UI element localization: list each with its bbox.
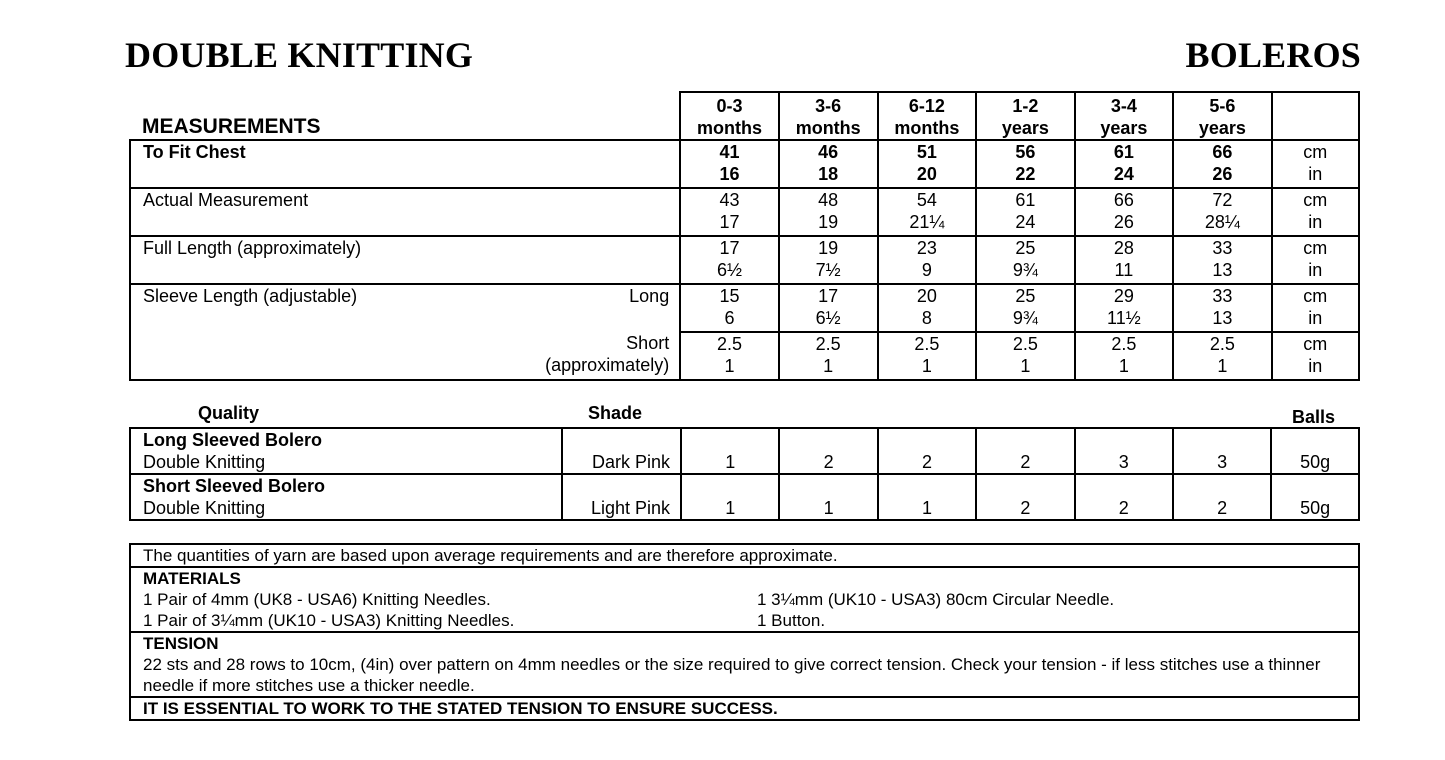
size-range: 0-3 [716, 96, 743, 116]
table-row [130, 428, 1359, 474]
material-item: 1 3¼mm (UK10 - USA3) 80cm Circular Needle. [757, 590, 1115, 609]
garment-name: Short Sleeved Bolero [143, 476, 326, 496]
value-cell: 51 20 [878, 140, 977, 188]
value-cell: 43 17 [680, 188, 779, 236]
value-cell: 2.5 1 [680, 332, 779, 380]
value-cell: 33 13 [1173, 284, 1271, 332]
size-col [976, 92, 1074, 140]
value-cell: 2.5 1 [878, 332, 977, 380]
size-unit: months [697, 118, 763, 138]
shade-cell: Dark Pink [562, 428, 682, 474]
balls-cell: 1 [681, 474, 779, 520]
balls-cell: 2 [779, 428, 877, 474]
value-cell: 25 9¾ [976, 284, 1074, 332]
row-label: Sleeve Length (adjustable) [143, 286, 358, 306]
value-cell: 20 8 [878, 284, 977, 332]
quality-cell [130, 474, 562, 520]
table-row [130, 188, 1359, 236]
unit-col-header [1272, 92, 1359, 140]
balls-cell: 1 [878, 474, 976, 520]
size-unit: months [894, 118, 960, 138]
value-cell: 61 24 [1075, 140, 1173, 188]
tension-heading: TENSION [143, 634, 219, 653]
value-cell: 54 21¼ [878, 188, 977, 236]
value-cell: 66 26 [1075, 188, 1173, 236]
row-label-cell [130, 284, 680, 332]
row-sublabel: Short [626, 333, 670, 353]
value-cell: 25 9¾ [976, 236, 1074, 284]
table-row [130, 140, 1359, 188]
row-label: To Fit Chest [130, 140, 680, 188]
unit-cell: cm in [1272, 284, 1359, 332]
table-row [130, 332, 1359, 380]
size-col [779, 92, 878, 140]
balls-cell: 3 [1075, 428, 1173, 474]
pattern-title: BOLEROS [1185, 35, 1361, 75]
size-range: 1-2 [1012, 96, 1039, 116]
value-cell: 15 6 [680, 284, 779, 332]
size-range: 6-12 [908, 96, 945, 116]
unit-cell: cm in [1272, 236, 1359, 284]
value-cell: 46 18 [779, 140, 878, 188]
table-row [130, 474, 1359, 520]
value-cell: 2.5 1 [1075, 332, 1173, 380]
materials-heading: MATERIALS [143, 569, 241, 588]
ball-weight: 50g [1271, 428, 1359, 474]
value-cell: 19 7½ [779, 236, 878, 284]
material-item: 1 Pair of 4mm (UK8 - USA6) Knitting Needles. [143, 590, 491, 609]
size-col [1075, 92, 1173, 140]
balls-cell: 3 [1173, 428, 1271, 474]
size-range: 3-4 [1110, 96, 1137, 116]
row-label-cell [130, 332, 680, 380]
balls-cell: 1 [779, 474, 877, 520]
size-unit: months [795, 118, 861, 138]
materials-section [131, 568, 1358, 633]
value-cell: 48 19 [779, 188, 878, 236]
balls-cell: 1 [681, 428, 779, 474]
size-unit: years [1198, 118, 1246, 138]
value-cell: 41 16 [680, 140, 779, 188]
row-label: Actual Measurement [130, 188, 680, 236]
table-row [130, 236, 1359, 284]
balls-cell: 2 [976, 428, 1074, 474]
value-cell: 33 13 [1173, 236, 1271, 284]
value-cell: 17 6½ [779, 284, 878, 332]
tension-section [131, 633, 1358, 698]
value-cell: 29 11½ [1075, 284, 1173, 332]
value-cell: 28 11 [1075, 236, 1173, 284]
size-header-row [130, 92, 1359, 140]
info-box [129, 543, 1360, 721]
shade-header: Shade [588, 403, 643, 423]
value-cell: 23 9 [878, 236, 977, 284]
row-sublabel: Long [629, 286, 670, 306]
size-col [1173, 92, 1271, 140]
yarn-type: Double Knitting [143, 452, 266, 472]
size-col [878, 92, 977, 140]
table-row [130, 284, 1359, 332]
essential-note: IT IS ESSENTIAL TO WORK TO THE STATED TENSION TO ENSURE SUCCESS. [143, 699, 778, 718]
balls-cell: 2 [878, 428, 976, 474]
page-title: DOUBLE KNITTING [125, 35, 474, 75]
size-unit: years [1001, 118, 1049, 138]
measurements-table [129, 91, 1360, 381]
size-unit: years [1100, 118, 1148, 138]
row-label: Full Length (approximately) [130, 236, 680, 284]
value-cell: 66 26 [1173, 140, 1271, 188]
material-item: 1 Pair of 3¼mm (UK10 - USA3) Knitting Needles. [143, 611, 515, 630]
measurements-heading: MEASUREMENTS [130, 92, 680, 140]
unit-cell: cm in [1272, 140, 1359, 188]
yarn-type: Double Knitting [143, 498, 266, 518]
value-cell: 56 22 [976, 140, 1074, 188]
value-cell: 17 6½ [680, 236, 779, 284]
size-col [680, 92, 779, 140]
material-item: 1 Button. [757, 611, 826, 630]
tension-text: 22 sts and 28 rows to 10cm, (4in) over pattern on 4mm needles or the size required to give correct tension. Check your tension - if less stitches use a thinner needle if more stitches use a thicker needle. [143, 655, 1321, 695]
ball-weight: 50g [1271, 474, 1359, 520]
unit-cell: cm in [1272, 332, 1359, 380]
value-cell: 2.5 1 [976, 332, 1074, 380]
value-cell: 2.5 1 [779, 332, 878, 380]
balls-cell: 2 [1075, 474, 1173, 520]
value-cell: 61 24 [976, 188, 1074, 236]
unit-cell: cm in [1272, 188, 1359, 236]
balls-cell: 2 [976, 474, 1074, 520]
size-range: 3-6 [815, 96, 842, 116]
row-sublabel-note: (approximately) [545, 355, 670, 375]
value-cell: 2.5 1 [1173, 332, 1271, 380]
yarn-table [129, 427, 1360, 521]
balls-header: Balls [1292, 407, 1336, 427]
quality-cell [130, 428, 562, 474]
shade-cell: Light Pink [562, 474, 682, 520]
size-range: 5-6 [1209, 96, 1236, 116]
quantity-note: The quantities of yarn are based upon average requirements and are therefore approximate. [131, 545, 1358, 568]
value-cell: 72 28¼ [1173, 188, 1271, 236]
garment-name: Long Sleeved Bolero [143, 430, 323, 450]
quality-header: Quality [198, 403, 260, 423]
balls-cell: 2 [1173, 474, 1271, 520]
